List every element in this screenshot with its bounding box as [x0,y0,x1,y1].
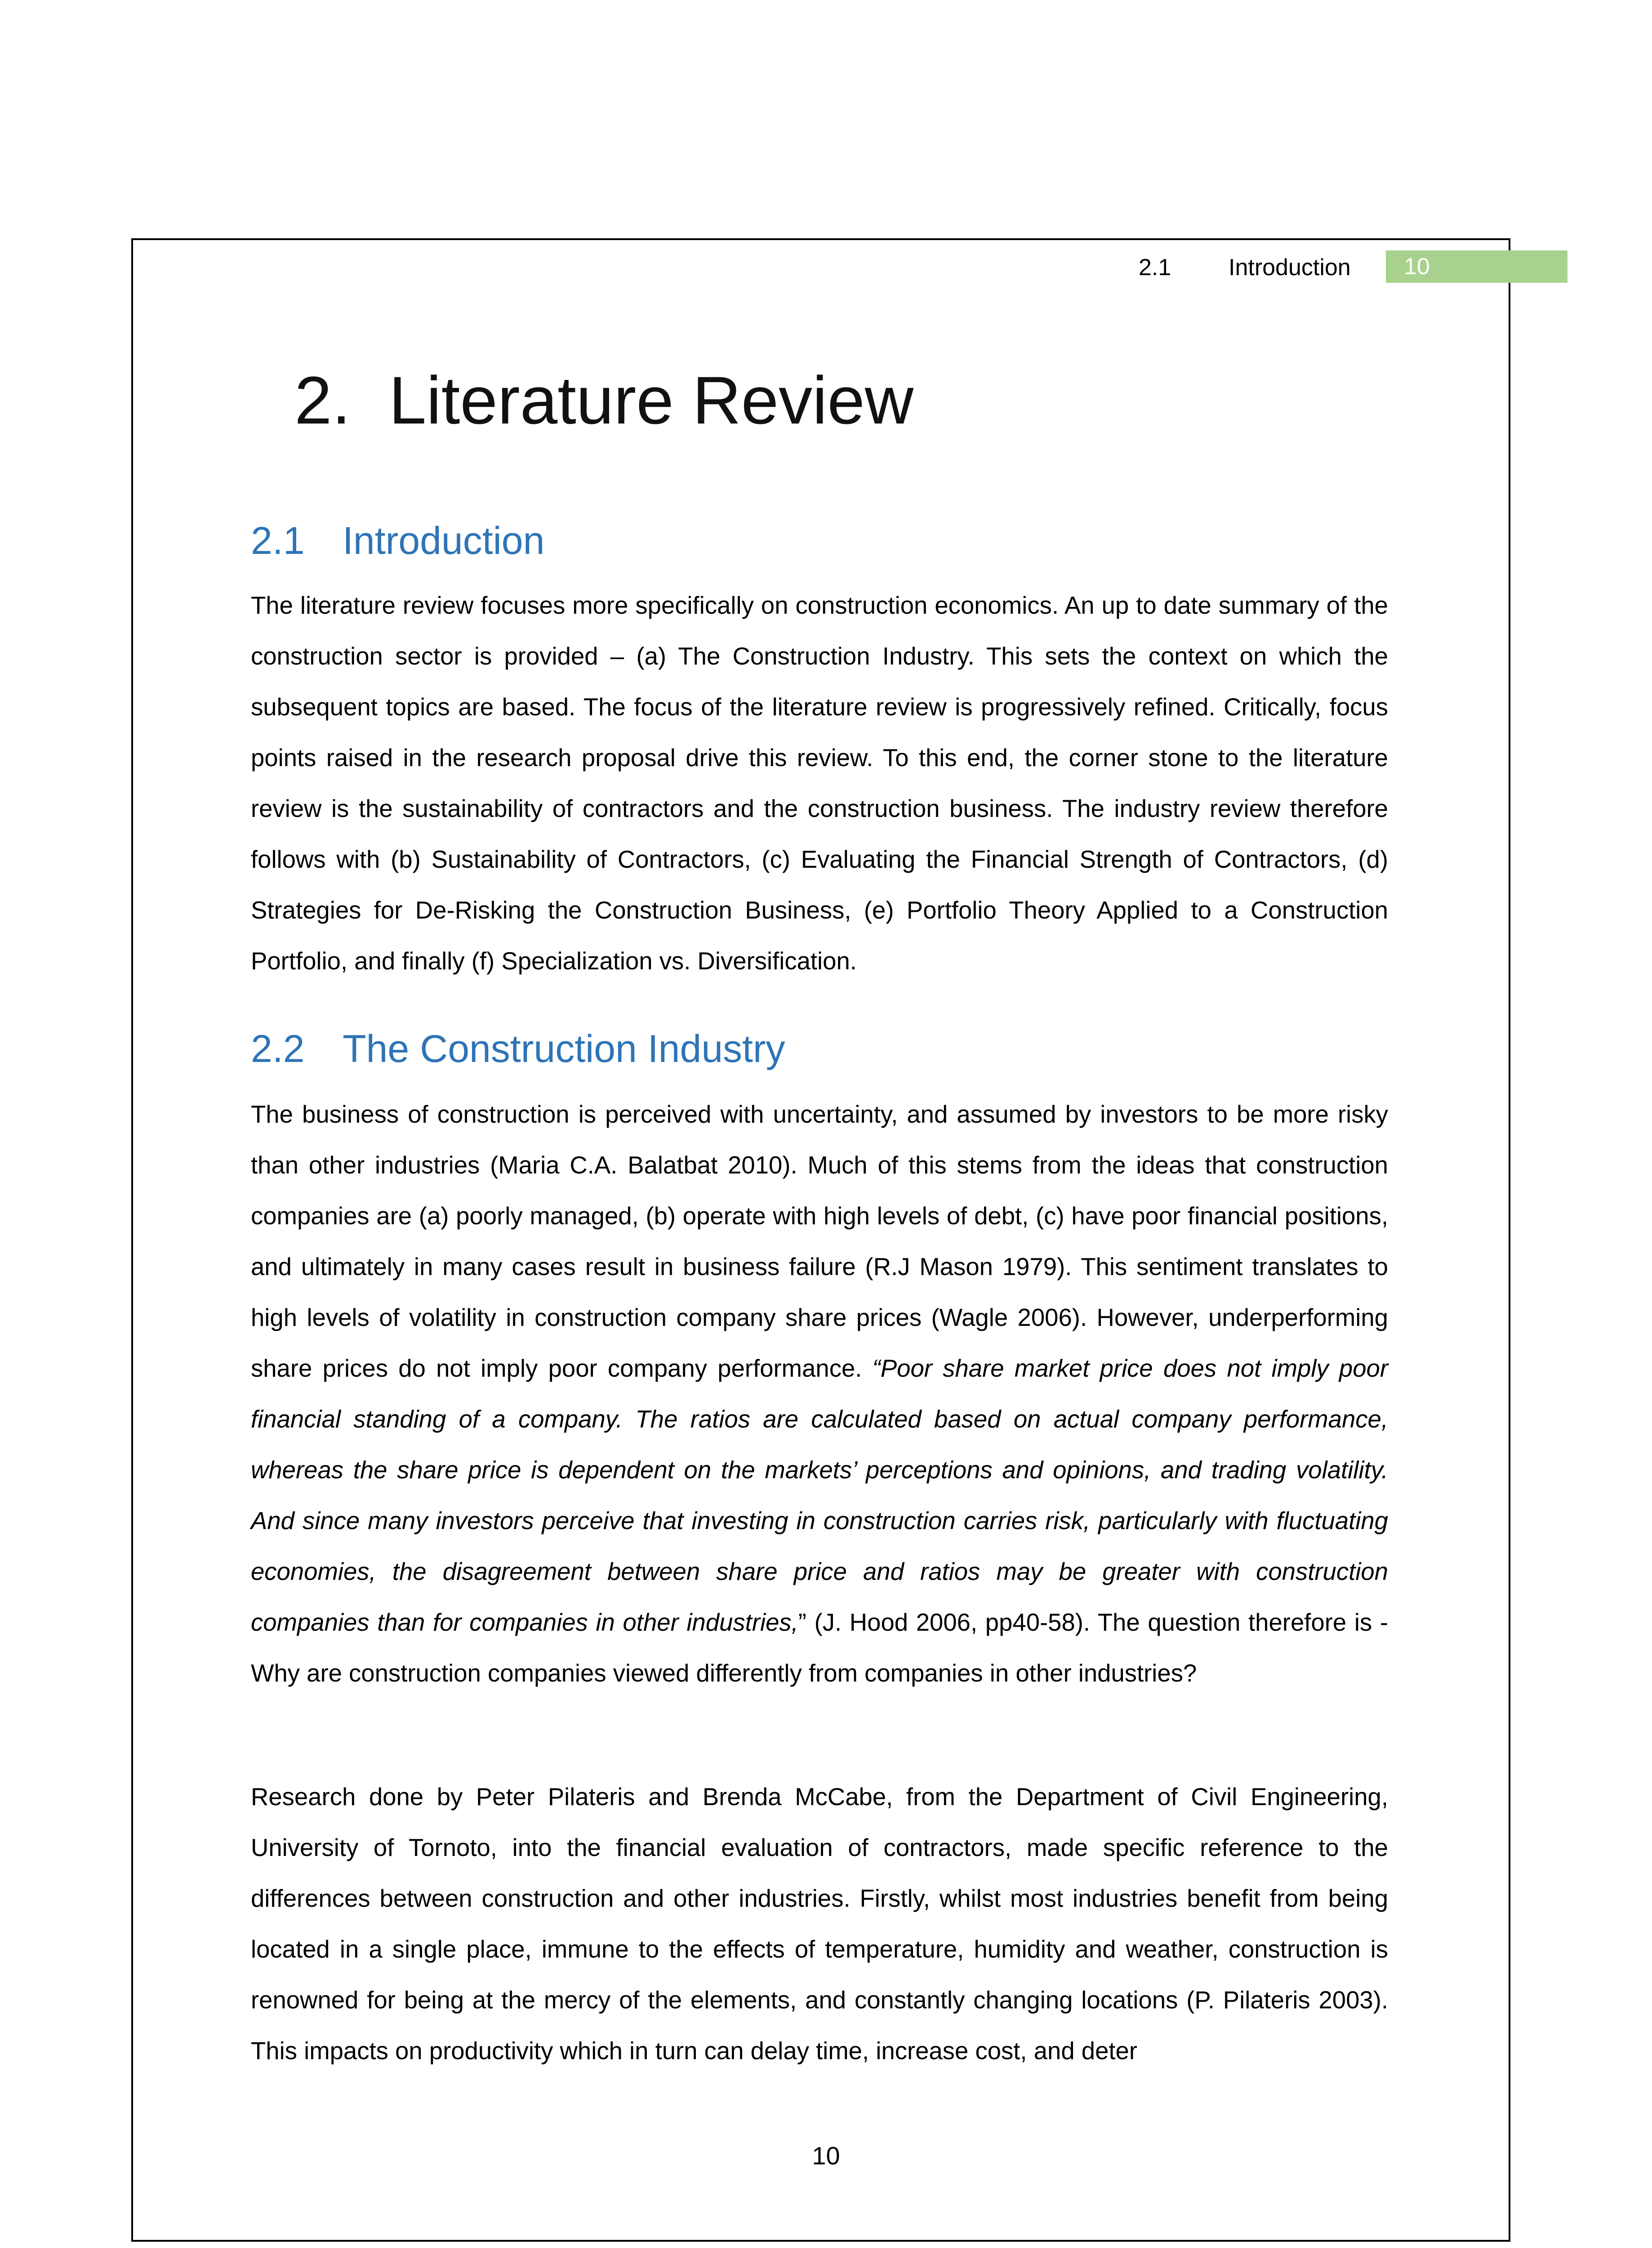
paragraph-text: The business of construction is perceived with uncertainty, and assumed by investors to be more risky than other industries (Maria C.A. Balatbat 2010). Much of this stems from the ideas that construction companies are (a) poorly managed, (b) operate with high levels of debt, (c) have poor financial positions, and ultimately in many cases result in business failure (R.J Mason 1979). This sentiment translates to high levels of volatility in construction company share prices (Wagle 2006). However, underperforming share prices do not imply poor company performance. [251,1101,1388,1382]
section-heading-construction-industry [251,1024,785,1074]
chapter-title: Literature Review [389,362,914,438]
running-header-title: Introduction [1229,254,1351,281]
page-number-tab: 10 [1386,250,1567,283]
section-title: Introduction [343,519,545,562]
paragraph-construction-industry-1 [251,1089,1388,1699]
section-heading-introduction [251,516,544,566]
chapter-number: 2. [294,362,351,438]
footer-page-number: 10 [812,2141,840,2170]
italic-quote: “Poor share market price does not imply poor financial standing of a company. The ratios are calculated based on actual company performance, whereas the share price is dependent on the markets’ perceptions and opinions, and trading volatility. And since many investors perceive that investing in construction carries risk, particularly with fluctuating economies, the disagreement between share price and ratios may be greater with construction companies than for companies in other industries, [251,1355,1388,1636]
section-number: 2.1 [251,519,305,562]
paragraph-construction-industry-2: Research done by Peter Pilateris and Brenda McCabe, from the Department of Civil Engineering, University of Tornoto, into the financial evaluation of contractors, made specific reference to the differences between construction and other industries. Firstly, whilst most industries benefit from being located in a single place, immune to the effects of temperature, humidity and weather, construction is renowned for being at the mercy of the elements, and constantly changing locations (P. Pilateris 2003). This impacts on productivity which in turn can delay time, increase cost, and deter [251,1783,1388,2065]
paragraph-text: ” (J. Hood 2006, pp40-58). The question therefore is - Why are construction companies viewed differently from companies in other industries? [251,1609,1388,1687]
section-title: The Construction Industry [343,1027,785,1070]
section-number: 2.2 [251,1027,305,1070]
paragraph-introduction: The literature review focuses more specifically on construction economics. An up to date summary of the construction sector is provided – (a) The Construction Industry. This sets the context on which the subsequent topics are based. The focus of the literature review is progressively refined. Critically, focus points raised in the research proposal drive this review. To this end, the corner stone to the literature review is the sustainability of contractors and the construction business. The industry review therefore follows with (b) Sustainability of Contractors, (c) Evaluating the Financial Strength of Contractors, (d) Strategies for De-Risking the Construction Business, (e) Portfolio Theory Applied to a Construction Portfolio, and finally (f) Specialization vs. Diversification. [251,592,1388,975]
running-header-section-number: 2.1 [1139,254,1171,281]
chapter-heading [294,360,913,441]
